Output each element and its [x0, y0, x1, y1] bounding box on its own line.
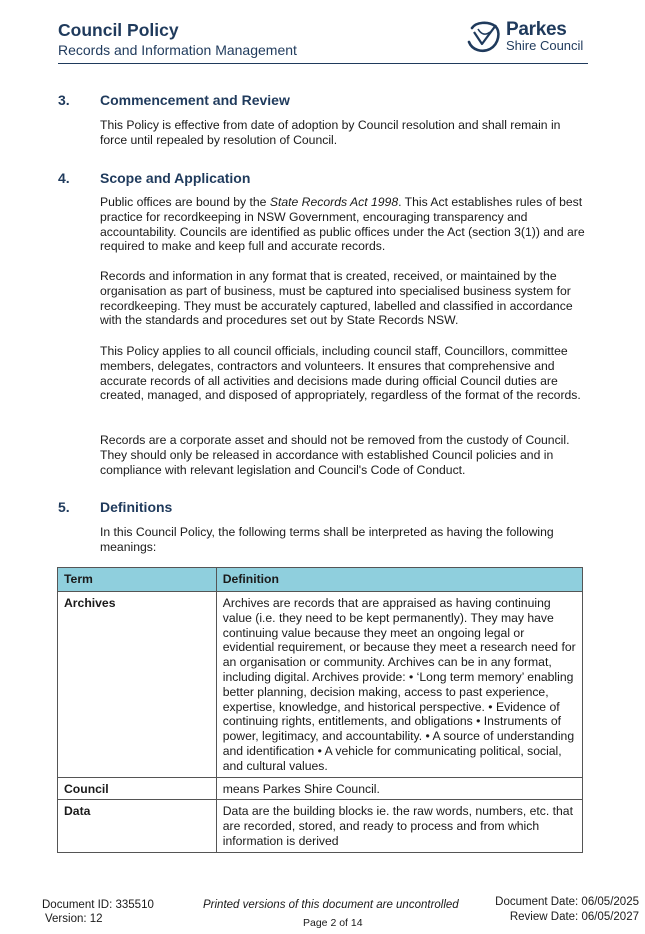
document-id: Document ID: 335510 [42, 899, 154, 911]
table-header-row [58, 568, 583, 592]
parkes-shire-logo [466, 18, 588, 58]
uncontrolled-notice: Printed versions of this document are uncontrolled [203, 899, 459, 911]
policy-title: Council Policy [58, 20, 179, 40]
section-5-paragraph: In this Council Policy, the following terms shall be interpreted as having the following meanings: [100, 525, 554, 554]
section-4-paragraph-2: Records and information in any format that is created, received, or maintained by the organisation as part of business, must be captured into specialised business system for recordkeeping. They must be accurately captured, labelled and classified in accordance with the standards and procedures set out by State Records NSW. [100, 269, 573, 328]
review-date: Review Date: 06/05/2027 [509, 911, 639, 923]
definition-column-header: Definition [216, 568, 582, 592]
section-title: Commencement and Review [100, 92, 290, 108]
section-4-paragraph-1: Public offices are bound by the State Records Act 1998. This Act establishes rules of best practice for recordkeeping in NSW Government, encouraging transparency and accountability. Councils are identified as public offices under the Act (section 3(1)) and are required to make and keep full and accurate records. [100, 195, 585, 254]
definition-cell: means Parkes Shire Council. [216, 777, 582, 800]
section-title: Scope and Application [100, 170, 251, 186]
table-row [58, 592, 583, 778]
section-number: 4. [58, 170, 70, 186]
section-3-paragraph: This Policy is effective from date of adoption by Council resolution and shall remain in force until repealed by resolution of Council. [100, 118, 561, 147]
document-version: Version: 12 [45, 913, 103, 925]
act-name: State Records Act 1998 [269, 195, 399, 209]
term-column-header: Term [58, 568, 217, 592]
logo-name: Parkes [506, 19, 567, 40]
section-5-heading [58, 499, 172, 515]
section-3-heading [58, 92, 290, 108]
table-row [58, 800, 583, 852]
page-footer [0, 893, 645, 933]
logo-subtext: Shire Council [506, 38, 584, 53]
document-date: Document Date: 06/05/2025 [495, 896, 639, 908]
definitions-table [57, 567, 583, 853]
document-id-block [42, 898, 154, 926]
table-row [58, 777, 583, 800]
term-cell: Archives [58, 592, 217, 778]
definition-cell: Archives are records that are appraised as having continuing value (i.e. they need to be kept permanently). They may have continuing value because they meet an ongoing legal or evidential requirement, or because they meet a research need for an organisation or community. Archives can be in any format, including digital. Archives provide: • ‘Long term memory’ enabling better planning, decision making, access to past experience, expertise, knowledge, and historical perspective. • Evidence of continuing rights, entitlements, and obligations • Instruments of power, legitimacy, and accountability. • A source of understanding and identification • A vehicle for communicating political, social, and cultural values. [216, 592, 582, 778]
page-number: Page 2 of 14 [303, 917, 363, 929]
term-cell: Council [58, 777, 217, 800]
term-cell: Data [58, 800, 217, 852]
section-4-paragraph-3: This Policy applies to all council officials, including council staff, Councillors, committee members, delegates, contractors and volunteers. It ensures that comprehensive and accurate records of all activities and decisions made during official Council duties are created, managed, and disposed of appropriately, regardless of the format of the records. [100, 344, 581, 403]
document-dates [495, 895, 639, 925]
section-4-heading [58, 170, 250, 186]
definition-cell: Data are the building blocks ie. the raw words, numbers, etc. that are recorded, stored, and ready to process and from which information is derived [216, 800, 582, 852]
page-header [58, 18, 588, 64]
section-number: 5. [58, 499, 70, 515]
section-title: Definitions [100, 499, 173, 515]
section-number: 3. [58, 92, 70, 108]
section-4-paragraph-4: Records are a corporate asset and should not be removed from the custody of Council. They should only be released in accordance with established Council policies and in compliance with relevant legislation and Council's Code of Conduct. [100, 433, 570, 477]
policy-subtitle: Records and Information Management [58, 42, 297, 58]
parkes-swirl-icon [466, 20, 502, 54]
